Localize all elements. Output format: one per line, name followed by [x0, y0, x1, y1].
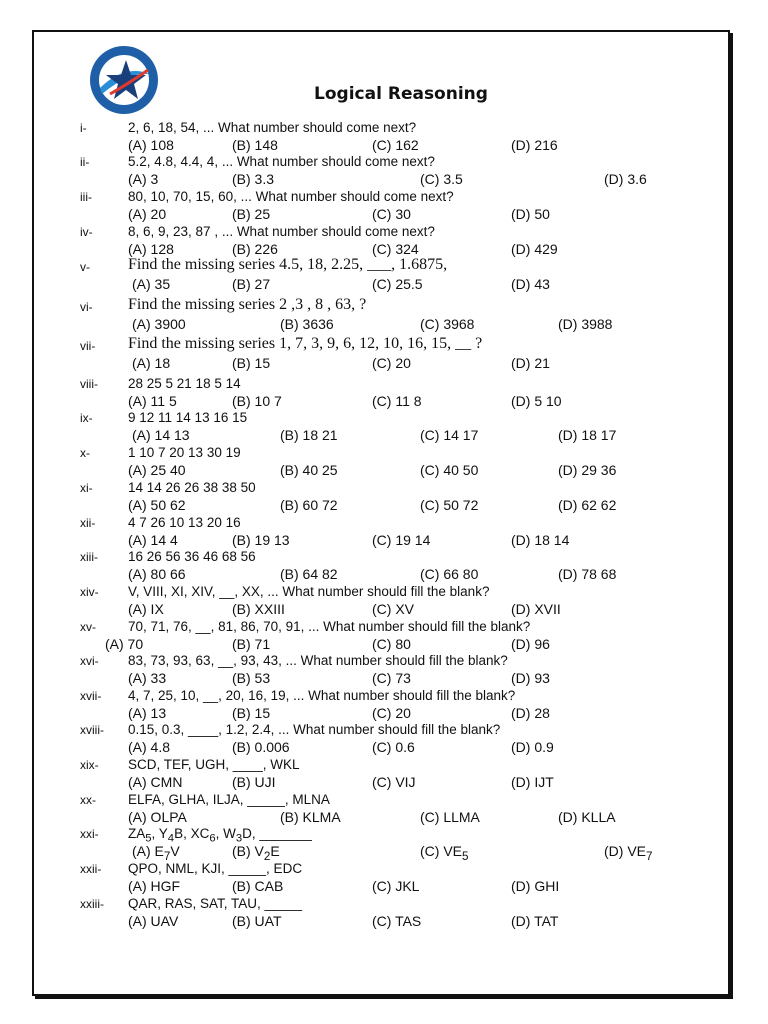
answer-option: (C) 50 72: [420, 497, 479, 513]
question-stem: 0.15, 0.3, ____, 1.2, 2.4, ... What number should fill the blank?: [128, 722, 501, 737]
answer-option: (D) 78 68: [558, 566, 617, 582]
answer-option: (A) OLPA: [128, 809, 187, 825]
answer-option: (B) 148: [232, 137, 278, 153]
question-number: v-: [80, 260, 90, 274]
question-stem: Find the missing series 4.5, 18, 2.25, ___, 1.6875,: [128, 256, 448, 273]
question-number: xxiii-: [80, 897, 104, 911]
question-number: xviii-: [80, 723, 104, 737]
answer-option: (A) 4.8: [128, 739, 171, 755]
question-number: xxii-: [80, 862, 102, 876]
answer-option: (C) $VE_5$: [420, 843, 469, 863]
answer-option: (B) UJI: [232, 774, 276, 790]
question-number: ii-: [80, 155, 90, 169]
answer-option: (D) 429: [511, 241, 558, 257]
question-stem: 4 7 26 10 13 20 16: [128, 515, 241, 530]
question-stem: 5.2, 4.8, 4.4, 4, ... What number should come next?: [128, 154, 435, 169]
question-stem: V, VIII, XI, XIV, __, XX, ... What number should fill the blank?: [128, 584, 490, 599]
answer-option: (B) 3.3: [232, 171, 275, 187]
answer-option: (B) 15: [232, 705, 271, 721]
answer-option: (B) 40 25: [280, 462, 338, 478]
answer-option: (D) 21: [511, 355, 550, 371]
answer-option: (D) 5 10: [511, 393, 562, 409]
question-stem: 2, 6, 18, 54, ... What number should come next?: [128, 120, 417, 135]
question-stem: QPO, NML, KJI, _____, EDC: [128, 861, 303, 876]
answer-option: (C) 73: [372, 670, 411, 686]
answer-option: (A) 25 40: [128, 462, 186, 478]
answer-option: (D) TAT: [511, 913, 559, 929]
question-number: xii-: [80, 516, 96, 530]
answer-option: (D) IJT: [511, 774, 554, 790]
question-number: xxi-: [80, 827, 99, 841]
answer-option: (D) 0.9: [511, 739, 554, 755]
answer-option: (A) 3: [128, 171, 159, 187]
answer-option: (C) 40 50: [420, 462, 479, 478]
answer-option: (D) 3988: [558, 316, 613, 332]
answer-option: (D) 28: [511, 705, 550, 721]
answer-option: (B) 27: [232, 276, 271, 292]
answer-option: (A) 11 5: [128, 393, 177, 409]
question-stem: 14 14 26 26 38 38 50: [128, 480, 256, 495]
question-stem: 70, 71, 76, __, 81, 86, 70, 91, ... What number should fill the blank?: [128, 619, 531, 634]
answer-option: (A) 14 13: [132, 427, 190, 443]
answer-option: (B) 226: [232, 241, 278, 257]
answer-option: (C) 25.5: [372, 276, 423, 292]
answer-option: (A) 33: [128, 670, 167, 686]
answer-option: (C) XV: [372, 601, 414, 617]
question-stem: SCD, TEF, UGH, ____, WKL: [128, 757, 300, 772]
answer-option: (D) 3.6: [604, 171, 647, 187]
answer-option: (B) 53: [232, 670, 271, 686]
answer-option: (D) XVII: [511, 601, 561, 617]
answer-option: (B) CAB: [232, 878, 284, 894]
answer-option: (B) 15: [232, 355, 271, 371]
answer-option: (A) 128: [128, 241, 174, 257]
question-stem: 4, 7, 25, 10, __, 20, 16, 19, ... What number should fill the blank?: [128, 688, 516, 703]
answer-option: (C) 14 17: [420, 427, 479, 443]
answer-option: (D) 18 14: [511, 532, 570, 548]
answer-option: (D) 43: [511, 276, 550, 292]
answer-option: (D) 93: [511, 670, 550, 686]
answer-option: (A) CMN: [128, 774, 183, 790]
answer-option: (B) 3636: [280, 316, 334, 332]
answer-option: (A) 20: [128, 206, 167, 222]
question-stem: $ZA_5$, $Y_4B$, $XC_6$, $W_3D$, _______: [128, 826, 312, 845]
question-number: x-: [80, 446, 90, 460]
answer-option: (A) IX: [128, 601, 164, 617]
question-stem: 28 25 5 21 18 5 14: [128, 376, 241, 391]
question-number: xv-: [80, 620, 96, 634]
answer-option: (C) 30: [372, 206, 411, 222]
question-stem: Find the missing series 1, 7, 3, 9, 6, 12, 10, 16, 15, __ ?: [128, 335, 483, 352]
question-number: xvii-: [80, 689, 102, 703]
answer-option: (C) 0.6: [372, 739, 415, 755]
answer-option: (C) LLMA: [420, 809, 480, 825]
question-number: ix-: [80, 411, 93, 425]
question-stem: 8, 6, 9, 23, 87 , ... What number should come next?: [128, 224, 435, 239]
answer-option: (C) 324: [372, 241, 419, 257]
answer-option: (A) 14 4: [128, 532, 178, 548]
answer-option: (C) TAS: [372, 913, 422, 929]
answer-option: (B) 71: [232, 636, 271, 652]
answer-option: (D) 62 62: [558, 497, 617, 513]
answer-option: (B) 18 21: [280, 427, 338, 443]
question-stem: 9 12 11 14 13 16 15: [128, 410, 248, 425]
answer-option: (A) UAV: [128, 913, 179, 929]
answer-option: (C) VIJ: [372, 774, 416, 790]
question-stem: 16 26 56 36 46 68 56: [128, 549, 256, 564]
answer-option: (C) 11 8: [372, 393, 422, 409]
answer-option: (D) $VE_7$: [604, 843, 653, 863]
answer-option: (A) $E_7V$: [132, 843, 180, 863]
answer-option: (B) 64 82: [280, 566, 338, 582]
answer-option: (B) 60 72: [280, 497, 338, 513]
answer-option: (D) 18 17: [558, 427, 617, 443]
question-number: xx-: [80, 793, 96, 807]
answer-option: (D) GHI: [511, 878, 560, 894]
question-number: iv-: [80, 225, 93, 239]
answer-option: (B) XXIII: [232, 601, 285, 617]
answer-option: (D) 29 36: [558, 462, 617, 478]
question-number: xix-: [80, 758, 99, 772]
question-stem: 80, 10, 70, 15, 60, ... What number should come next?: [128, 189, 454, 204]
answer-option: (B) KLMA: [280, 809, 341, 825]
question-number: i-: [80, 121, 87, 135]
page-title: Logical Reasoning: [314, 84, 488, 104]
answer-option: (B) $V_2E$: [232, 843, 280, 863]
answer-option: (C) 3968: [420, 316, 475, 332]
question-number: xvi-: [80, 654, 99, 668]
question-number: iii-: [80, 190, 92, 204]
answer-option: (A) 13: [128, 705, 167, 721]
answer-option: (D) 50: [511, 206, 550, 222]
answer-option: (B) 19 13: [232, 532, 290, 548]
question-number: xiii-: [80, 550, 98, 564]
answer-option: (D) KLLA: [558, 809, 616, 825]
question-number: vii-: [80, 339, 96, 353]
answer-option: (A) 50 62: [128, 497, 186, 513]
answer-option: (B) UAT: [232, 913, 282, 929]
question-number: vi-: [80, 300, 93, 314]
answer-option: (B) 10 7: [232, 393, 282, 409]
answer-option: (B) 0.006: [232, 739, 290, 755]
question-stem: ELFA, GLHA, ILJA, _____, MLNA: [128, 792, 330, 807]
answer-option: (A) 3900: [132, 316, 186, 332]
answer-option: (C) 162: [372, 137, 419, 153]
question-stem: QAR, RAS, SAT, TAU, _____: [128, 896, 303, 911]
question-number: xiv-: [80, 585, 99, 599]
answer-option: (A) 70: [105, 636, 144, 652]
answer-option: (C) 3.5: [420, 171, 463, 187]
question-stem: 1 10 7 20 13 30 19: [128, 445, 241, 460]
question-stem: 83, 73, 93, 63, __, 93, 43, ... What number should fill the blank?: [128, 653, 508, 668]
answer-option: (A) HGF: [128, 878, 181, 894]
answer-option: (C) 20: [372, 705, 411, 721]
answer-option: (A) 35: [132, 276, 171, 292]
answer-option: (C) 80: [372, 636, 411, 652]
answer-option: (C) JKL: [372, 878, 420, 894]
question-number: xi-: [80, 481, 93, 495]
question-number: viii-: [80, 377, 98, 391]
answer-option: (C) 20: [372, 355, 411, 371]
answer-option: (B) 25: [232, 206, 271, 222]
answer-option: (C) 66 80: [420, 566, 479, 582]
answer-option: (A) 18: [132, 355, 171, 371]
star-globe-logo-icon: [88, 44, 160, 116]
answer-option: (A) 80 66: [128, 566, 186, 582]
answer-option: (D) 216: [511, 137, 558, 153]
answer-option: (D) 96: [511, 636, 550, 652]
answer-option: (A) 108: [128, 137, 174, 153]
answer-option: (C) 19 14: [372, 532, 431, 548]
question-stem: Find the missing series 2 ,3 , 8 , 63, ?: [128, 296, 367, 313]
